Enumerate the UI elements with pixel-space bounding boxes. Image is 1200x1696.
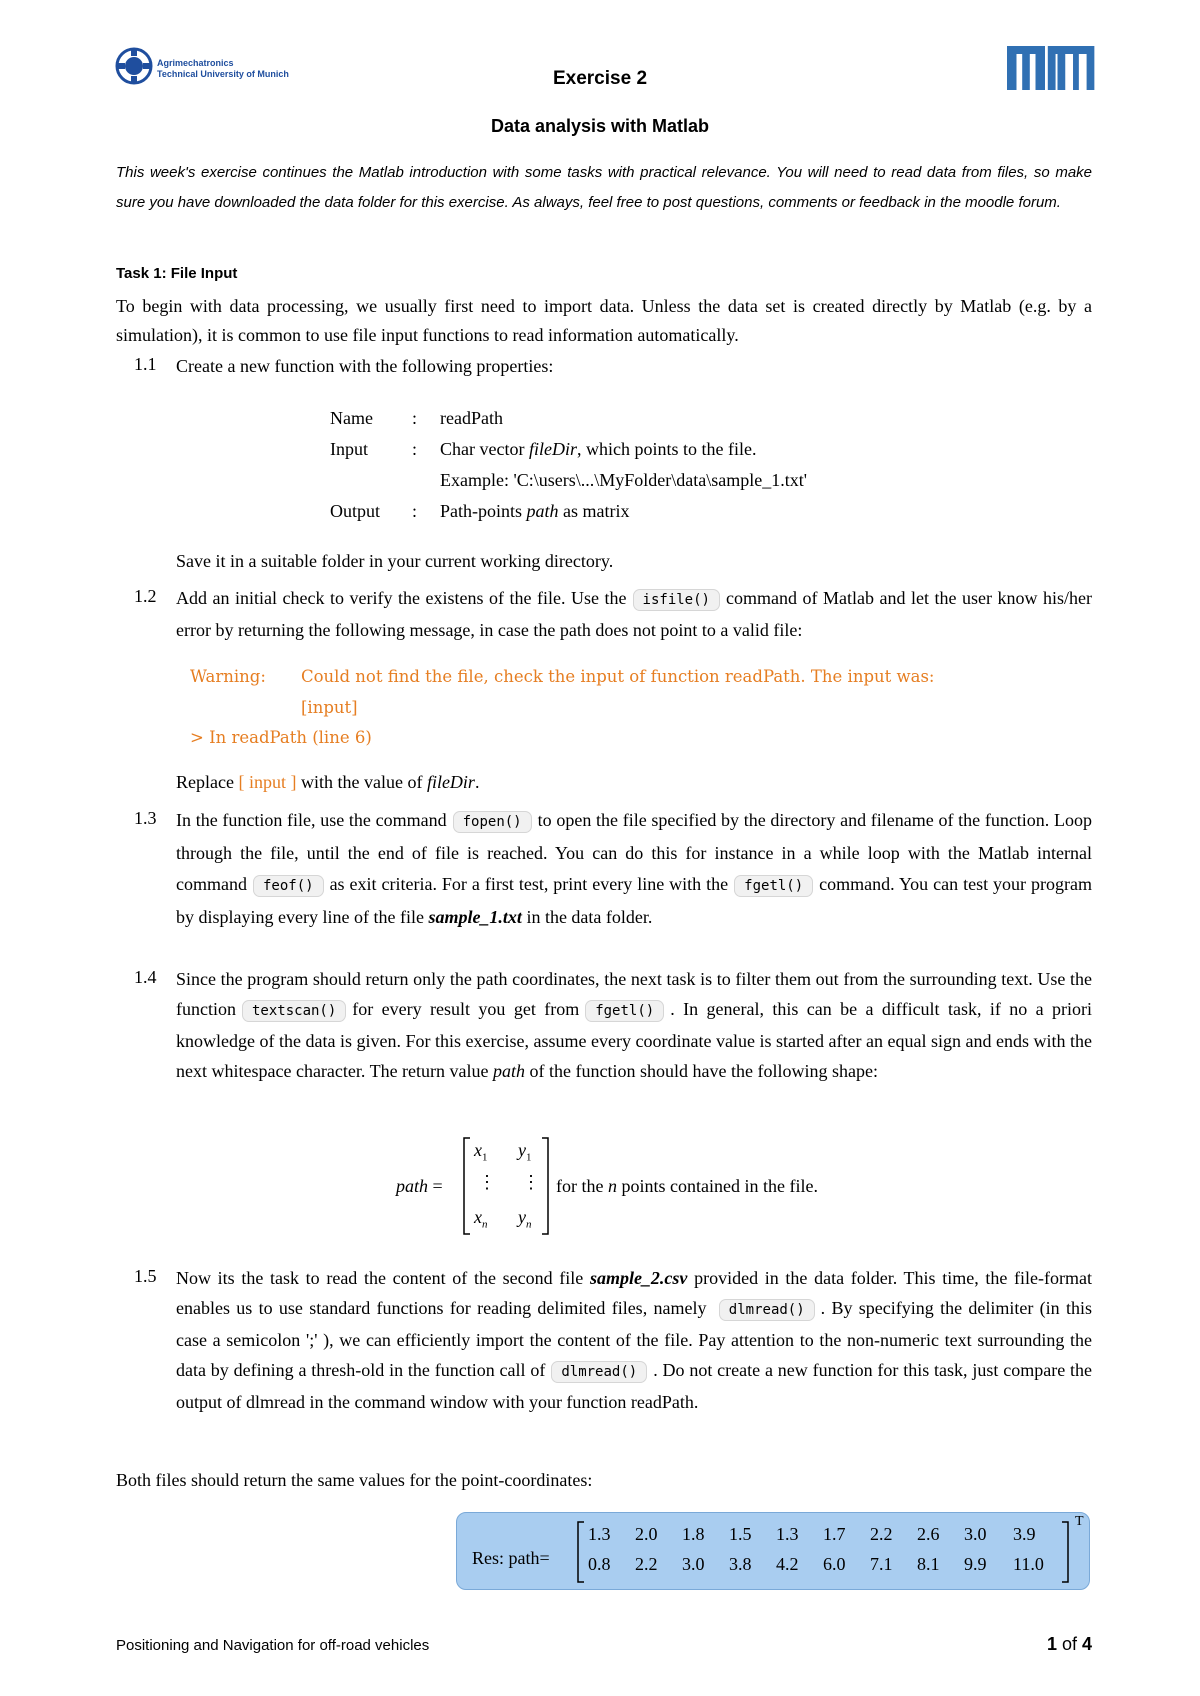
matrix-xn: $x_n$ [474,1207,488,1231]
code-textscan: textscan() [242,1000,346,1022]
exercise-title: Exercise 2 [552,68,648,89]
result-cell: 1.3 [588,1524,611,1544]
result-cell: 0.8 [588,1554,611,1574]
result-label: Res: path= [472,1548,550,1568]
result-cell: 2.2 [635,1554,658,1574]
property-row-input: Input : Char vector fileDir, which points to the file. [330,439,757,459]
code-fgetl: fgetl() [734,875,813,897]
transpose-mark: T [1075,1514,1084,1529]
result-cell: 4.2 [776,1554,799,1574]
matrix-vdots-right: ⋮ [522,1172,540,1192]
warning-message: Could not find the file, check the input of function readPath. The input was: [301,667,935,686]
item-1-3-number: 1.3 [134,808,157,828]
matrix-lhs: path = [396,1176,443,1196]
result-cell: 2.2 [870,1524,893,1544]
property-row-output: Output : Path-points path as matrix [330,501,630,521]
result-cell: 1.3 [776,1524,799,1544]
logo-line-2: Technical University of Munich [157,69,289,79]
matrix-x1: $x_1$ [474,1140,488,1164]
result-cell: 3.0 [682,1554,705,1574]
result-cell: 2.6 [917,1524,940,1544]
code-dlmread-2: dlmread() [551,1361,647,1383]
warning-line-info: > In readPath (line 6) [190,728,372,747]
result-cell: 3.9 [1013,1524,1036,1544]
matrix-description: for the n points contained in the file. [556,1176,818,1196]
item-1-1-text: Create a new function with the following properties: [176,356,554,376]
code-feof: feof() [253,875,324,897]
item-1-3-text: In the function file, use the command fopen() to open the file specified by the directory and filename of the function. Loop through the file, until the end of file is reached. You can do this for instance in a while loop with the Matlab internal command feof() as exit criteria. For a first test, print every line with the fgetl() command. You can test your program by displaying every line of the file sample_1.txt in the data folder. [176,810,1093,927]
warning-input-placeholder: [input] [301,698,358,717]
task-1-intro: To begin with data processing, we usually first need to import data. Unless the data set is created directly by Matlab (e.g. by a simulation), it is common to use file input functions to read information automatically. [116,296,1092,345]
item-1-1-save-text: Save it in a suitable folder in your current working directory. [176,551,614,571]
item-1-1-number: 1.1 [134,354,157,374]
property-row-name: Name : readPath [330,408,503,428]
result-cell: 1.5 [729,1524,752,1544]
item-1-4-number: 1.4 [134,967,157,987]
both-files-text: Both files should return the same values for the point-coordinates: [116,1470,593,1490]
property-row-example: Example: 'C:\users\...\MyFolder\data\sample_1.txt' [440,470,807,490]
item-1-2-number: 1.2 [134,586,157,606]
matrix-y1: $y_1$ [518,1140,532,1164]
footer-page-number: 1 of 4 [1046,1634,1092,1654]
item-1-4-text: Since the program should return only the path coordinates, the next task is to filter them out from the surrounding text. Use the function textscan() for every result you get from fgetl() . In general, this can be a difficult task, if no a priori knowledge of the data is given. For this exercise, assume every coordinate value is started after an equal sign and ends with the next whitespace character. The return value path of the function should have the following shape: [176,969,1092,1081]
item-1-2-replace-text: Replace [ input ] with the value of fileDir. [176,772,480,792]
result-cell: 6.0 [823,1554,846,1574]
result-cell: 1.8 [682,1524,705,1544]
code-fgetl-2: fgetl() [585,1000,664,1022]
result-cell: 3.0 [964,1524,987,1544]
result-cell: 7.1 [870,1554,893,1574]
function-properties-table [330,408,807,532]
code-dlmread: dlmread() [719,1299,815,1321]
exercise-subtitle: Data analysis with Matlab [490,116,710,136]
result-cell: 11.0 [1013,1554,1044,1574]
footer-course-name: Positioning and Navigation for off-road vehicles [116,1637,430,1654]
result-cell: 3.8 [729,1554,752,1574]
logo-line-1: Agrimechatronics [157,58,234,68]
result-cell: 2.0 [635,1524,658,1544]
item-1-5-text: Now its the task to read the content of the second file sample_2.csv provided in the data folder. This time, the file-format enables us to use standard functions for reading delimited files, namely dlmread() . By specifying the delimiter (in this case a semicolon ';' ), we can efficiently import the content of the file. Pay attention to the non-numeric text surrounding the data by defining a thresh-old in the function call of dlmread() . Do not create a new function for this task, just compare the output of dlmread in the command window with your function readPath. [176,1268,1093,1412]
intro-paragraph: This week's exercise continues the Matlab introduction with some tasks with practical relevance. You will need to read data from files, so make sure you have downloaded the data folder for this exercise. As always, feel free to post questions, comments or feedback in the moodle forum. [116,164,1092,211]
matrix-vdots-left: ⋮ [478,1172,496,1192]
result-cell: 9.9 [964,1554,987,1574]
matrix-yn: $y_n$ [518,1207,532,1231]
result-cell: 1.7 [823,1524,846,1544]
result-cell: 8.1 [917,1554,940,1574]
item-1-2-text: Add an initial check to verify the existens of the file. Use the isfile() command of Matlab and let the user know his/her error by returning the following message, in case the path does not point to a valid file: [176,588,1092,640]
task-1-heading: Task 1: File Input [116,265,238,282]
code-isfile: isfile() [633,589,720,611]
item-1-5-number: 1.5 [134,1266,157,1286]
code-fopen: fopen() [453,811,532,833]
warning-label: Warning: [190,667,266,686]
